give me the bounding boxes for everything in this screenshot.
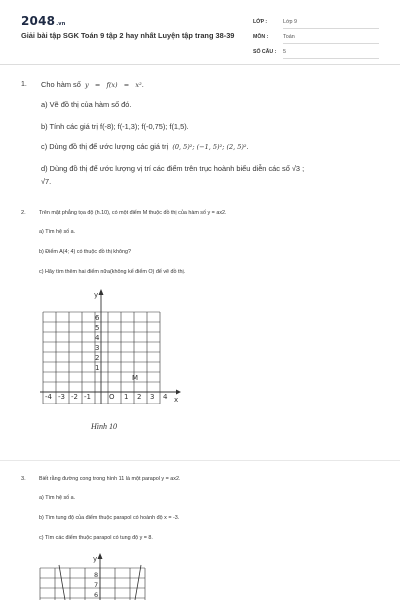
figure-10-graph <box>38 286 188 404</box>
figure-10-caption: Hình 10 <box>91 422 117 431</box>
x-tick-label: 3 <box>150 393 155 401</box>
meta-subject-value: Toán <box>283 34 379 44</box>
y-axis-label: y <box>94 291 99 299</box>
x-tick-labels <box>45 393 168 401</box>
question-2-part-a: a) Tìm hệ số a. <box>39 229 76 235</box>
page-title: Giải bài tập SGK Toán 9 tập 2 hay nhất Luyện tập trang 38-39 <box>21 31 235 40</box>
origin-label: O <box>109 393 115 401</box>
question-2-part-c: c) Hãy tìm thêm hai điểm nữa(không kể điểm O) để vẽ đồ thị. <box>39 269 186 275</box>
question-3-part-c: c) Tìm các điểm thuộc parapol có tung độ y = 8. <box>39 535 153 541</box>
y-tick-label: 3 <box>95 344 100 352</box>
question-2-text: Trên mặt phẳng tọa độ (h.10), có một điểm M thuộc đồ thị của hàm số y = ax2. <box>39 210 227 216</box>
question-1-intro: Cho hàm số y = f(x) = x². <box>41 80 144 89</box>
question-number: 2. <box>21 210 26 216</box>
question-1-part-d-cont: √7. <box>41 177 52 186</box>
question-1-part-d: d) Dùng đồ thị để ước lượng vị trí các điểm trên trục hoành biểu diễn các số √3 ; <box>41 164 305 173</box>
header-divider <box>0 64 400 65</box>
parabola-left-branch <box>59 565 65 600</box>
figure-11-grid <box>40 568 145 600</box>
y-axis-arrow <box>99 289 104 295</box>
y-tick-label: 6 <box>94 591 99 599</box>
y-axis-arrow <box>98 553 103 559</box>
x-axis-arrow <box>176 390 181 395</box>
meta-count-value: 5 <box>283 49 379 59</box>
section-divider <box>0 460 400 461</box>
meta-class-value: Lớp 9 <box>283 19 379 29</box>
figure-10-grid <box>43 312 160 404</box>
y-tick-label: 7 <box>94 581 99 589</box>
x-tick-label: -1 <box>84 393 91 401</box>
y-tick-label: 4 <box>95 334 100 342</box>
figure-11-graph <box>36 551 156 600</box>
y-tick-label: 6 <box>95 314 100 322</box>
page-header <box>0 0 400 62</box>
y-tick-label: 5 <box>95 324 100 332</box>
x-tick-label: -3 <box>58 393 65 401</box>
question-3-text: Biết rằng đường cong trong hình 11 là một parapol y = ax2. <box>39 476 181 482</box>
question-3-part-b: b) Tìm tung độ của điểm thuộc parapol có hoành độ x = -3. <box>39 515 180 521</box>
question-1-part-c: c) Dùng đồ thị để ước lượng các giá trị (0, 5)²; (−1, 5)²; (2, 5)². <box>41 142 249 151</box>
question-1-part-a: a) Vẽ đồ thị của hàm số đó. <box>41 100 132 109</box>
question-1-part-b: b) Tính các giá trị f(-8); f(-1,3); f(-0,75); f(1,5). <box>41 122 189 131</box>
meta-subject-label: MÔN : <box>253 34 269 40</box>
x-tick-label: 1 <box>124 393 129 401</box>
y-tick-label: 8 <box>94 571 99 579</box>
question-number: 1. <box>21 81 27 88</box>
y-tick-labels <box>95 314 100 372</box>
question-number: 3. <box>21 476 26 482</box>
meta-count-label: SỐ CÂU : <box>253 49 277 55</box>
point-m-label: M <box>132 374 139 382</box>
y-axis-label: y <box>93 555 98 563</box>
x-tick-label: 2 <box>137 393 142 401</box>
parabola-right-branch <box>135 565 141 600</box>
meta-class-label: LỚP : <box>253 19 268 25</box>
question-3-part-a: a) Tìm hệ số a. <box>39 495 76 501</box>
x-tick-label: -2 <box>71 393 78 401</box>
y-tick-label: 1 <box>95 364 100 372</box>
x-tick-label: -4 <box>45 393 52 401</box>
x-tick-label: 4 <box>163 393 168 401</box>
site-logo[interactable]: 2048.vn <box>21 14 66 28</box>
x-axis-label: x <box>174 396 179 404</box>
question-2-part-b: b) Điểm A(4; 4) có thuộc đồ thị không? <box>39 249 131 255</box>
y-tick-label: 2 <box>95 354 100 362</box>
